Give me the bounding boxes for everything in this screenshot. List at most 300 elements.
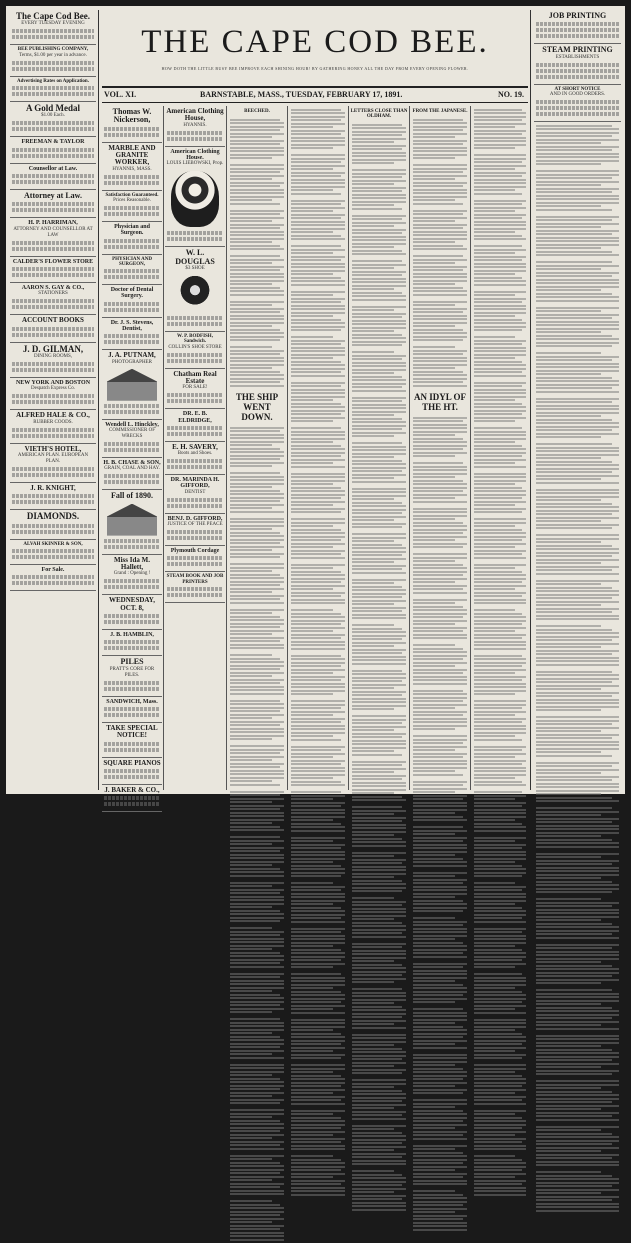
text-line [230,1155,284,1157]
text-line [291,147,333,149]
text-line [291,826,345,828]
text-line [536,300,619,302]
text-line [474,371,522,373]
text-line [413,798,463,800]
text-line [536,779,612,781]
text-line [230,542,280,544]
text-line [291,644,345,646]
text-line [230,931,284,933]
article-paragraph [228,515,286,561]
article-paragraph [289,1153,347,1199]
ad-subheading: DENTIST [166,490,224,496]
text-line [413,956,467,958]
text-line [413,781,467,783]
ad-subheading: AND IN GOOD ORDERS. [535,92,620,98]
text-line [536,478,601,480]
text-line [536,226,601,228]
article-paragraph [350,212,408,258]
text-line [536,636,619,638]
text-line [291,1082,345,1084]
column-rule [226,106,227,790]
text-line [474,119,522,121]
text-line [536,506,619,508]
text-line [413,259,467,261]
ad-fine-print [167,393,223,397]
text-line [474,291,526,293]
ad-fine-print [536,22,619,26]
text-line [291,361,341,363]
text-line [291,711,345,713]
text-line [474,830,526,832]
text-line [291,221,345,223]
text-line [230,465,272,467]
text-line [352,708,394,710]
text-line [536,1133,612,1135]
text-line [291,886,345,888]
ad-fine-print [12,148,94,152]
text-line [291,1047,345,1049]
article-paragraph [289,379,347,425]
text-line [291,382,345,384]
text-line [291,182,345,184]
article-paragraph [228,652,286,698]
text-line [230,591,272,593]
text-line [474,466,526,468]
text-line [536,436,601,438]
text-line [474,1180,526,1182]
text-line [352,568,402,570]
text-line [536,839,612,841]
text-line [536,615,619,617]
advertisement [10,77,96,102]
advertisement [10,378,96,410]
text-line [536,783,619,785]
text-line [352,680,402,682]
text-line [352,477,394,479]
text-line [230,672,284,674]
text-line [536,1105,619,1107]
text-line [413,336,467,338]
text-line [536,282,619,284]
text-line [474,354,526,356]
text-line [230,623,284,625]
text-line [413,466,467,468]
text-line [352,222,406,224]
text-line [413,480,463,482]
text-line [474,844,526,846]
text-line [536,797,612,799]
ad-fine-print [167,137,223,141]
text-line [536,1091,612,1093]
text-line [230,1085,284,1087]
text-line [474,238,526,240]
article-paragraph [534,213,621,259]
text-line [413,476,455,478]
text-line [291,343,341,345]
text-line [230,668,280,670]
text-line [230,941,284,943]
text-line [413,1201,467,1203]
text-line [230,973,284,975]
text-line [413,487,467,489]
text-line [474,1036,526,1038]
text-line [536,898,601,900]
ad-fine-print [536,106,619,110]
text-line [413,438,463,440]
text-line [474,322,526,324]
text-line [230,945,284,947]
text-line [413,203,463,205]
text-line [536,1003,601,1005]
article-paragraph [228,879,286,925]
text-line [291,438,345,440]
text-line [536,1119,619,1121]
text-line [413,553,467,555]
text-line [413,1036,463,1038]
advertisement [165,409,225,442]
text-line [474,917,522,919]
text-line [230,315,284,317]
text-line [230,805,284,807]
text-line [474,1043,522,1045]
text-line [474,1099,522,1101]
ad-fine-print [104,275,160,279]
text-line [352,610,402,612]
text-line [413,588,463,590]
article-paragraph [289,470,347,516]
text-line [352,299,406,301]
article-paragraph [534,532,621,578]
ad-fine-print [104,448,160,452]
ad-fine-print [167,359,223,363]
text-line [413,525,467,527]
text-line [230,847,284,849]
text-line [352,771,394,773]
text-line [291,1176,333,1178]
text-line [352,1163,406,1165]
text-line [474,1159,522,1161]
article-paragraph [350,394,408,440]
text-line [230,234,284,236]
ad-heading: Fall of 1890. [103,492,161,500]
text-line [536,314,619,316]
text-line [536,310,601,312]
ad-fine-print [104,302,160,306]
text-line [352,607,406,609]
text-line [352,481,406,483]
text-line [536,548,619,550]
text-line [536,510,619,512]
newspaper-page [6,6,625,794]
text-line [413,623,455,625]
text-line [536,244,619,246]
text-line [291,340,345,342]
ad-heading: WEDNESDAY, OCT. 8, [103,597,161,612]
ad-fine-print [167,562,223,566]
text-line [474,189,515,191]
text-line [474,763,522,765]
text-line [352,169,406,171]
text-line [230,644,284,646]
text-line [352,600,406,602]
text-line [291,459,345,461]
text-line [352,148,402,150]
text-line [230,612,272,614]
text-line [291,420,333,422]
advertisement [10,10,96,45]
text-line [474,1110,526,1112]
text-line [230,147,284,149]
text-line [352,467,406,469]
text-line [230,318,284,320]
text-line [230,777,284,779]
text-line [536,415,601,417]
text-line [413,308,467,310]
text-line [230,626,280,628]
text-line [291,896,345,898]
text-line [536,944,619,946]
text-line [474,1162,526,1164]
text-line [536,293,612,295]
text-line [291,595,341,597]
text-line [352,187,406,189]
text-line [291,602,345,604]
text-line [413,816,463,818]
text-line [474,1085,522,1087]
text-line [536,338,619,340]
text-line [352,460,402,462]
text-line [474,434,526,436]
ad-heading: Plymouth Cordage [166,548,224,554]
text-line [230,1144,280,1146]
text-line [474,518,526,520]
text-line [536,317,612,319]
text-line [230,238,284,240]
text-line [352,1037,406,1039]
text-line [413,147,467,149]
text-line [230,490,280,492]
ad-fine-print [104,206,160,210]
text-line [413,1145,467,1147]
text-line [413,973,467,975]
text-line [474,308,526,310]
article-paragraph [411,253,469,299]
text-line [352,218,402,220]
text-line [291,851,345,853]
text-line [536,1094,619,1096]
text-line [230,444,272,446]
advertisement [102,222,162,255]
text-line [536,1182,619,1184]
text-line [474,455,522,457]
text-line [291,718,345,720]
text-line [474,130,526,132]
text-line [413,1001,455,1003]
ad-heading: W. L. DOUGLAS [166,249,224,266]
text-line [413,339,463,341]
ad-fine-print [536,34,619,38]
text-line [230,308,284,310]
advertisement [10,444,96,483]
text-line [536,727,619,729]
text-line [536,1175,612,1177]
text-line [352,1177,406,1179]
text-line [413,945,467,947]
ad-fine-print [104,681,160,685]
text-line [413,168,467,170]
house-illustration [107,369,157,401]
text-line [413,735,467,737]
text-line [352,729,394,731]
text-line [536,888,619,890]
text-line [352,1128,394,1130]
text-line [536,398,619,400]
text-line [474,851,526,853]
text-line [230,1057,284,1059]
text-line [352,694,402,696]
text-line [352,1069,406,1071]
text-line [413,578,467,580]
text-line [413,571,467,573]
text-line [413,907,467,909]
text-line [291,609,333,611]
text-line [230,980,284,982]
text-line [230,647,284,649]
ad-fine-print [104,585,160,589]
text-line [291,795,345,797]
text-line [536,468,619,470]
text-line [474,994,526,996]
ad-subheading: Prices Reasonable. [103,198,161,204]
advertisement [10,190,96,218]
text-line [474,343,522,345]
text-line [413,1019,467,1021]
text-line [291,1054,345,1056]
text-line [474,749,522,751]
text-line [352,1009,406,1011]
text-line [413,536,467,538]
text-line [413,287,463,289]
ad-fine-print [104,269,160,273]
text-line [413,802,467,804]
article-paragraph [289,1016,347,1062]
text-line [291,273,333,275]
text-line [413,196,467,198]
text-line [291,875,341,877]
text-line [291,392,345,394]
text-line [352,1086,394,1088]
text-line [291,956,345,958]
article-paragraph [350,1077,408,1123]
text-line [413,599,467,601]
article-paragraph [534,395,621,441]
text-line [352,1149,394,1151]
text-line [291,823,341,825]
text-line [291,571,341,573]
text-line [474,280,526,282]
text-line [291,910,345,912]
ad-fine-print [104,802,160,806]
text-line [352,572,406,574]
text-line [291,270,345,272]
text-line [413,522,463,524]
text-line [536,961,601,963]
text-line [230,794,280,796]
ad-fine-print [104,646,160,650]
text-line [352,204,394,206]
text-line [291,231,333,233]
text-line [352,754,402,756]
text-line [474,903,515,905]
text-line [536,219,612,221]
text-line [291,319,341,321]
text-line [352,1132,402,1134]
text-line [291,539,341,541]
text-line [230,920,280,922]
text-line [536,611,612,613]
text-line [352,421,406,423]
text-line [413,980,455,982]
text-line [474,767,526,769]
ad-fine-print [167,316,223,320]
text-line [230,1190,284,1192]
text-line [413,210,467,212]
text-line [352,232,402,234]
article-paragraph [472,243,528,289]
text-line [536,818,619,820]
text-line [352,561,394,563]
text-line [352,684,406,686]
text-line [352,880,402,882]
ad-fine-print [12,581,94,585]
article-paragraph [289,243,347,289]
ad-heading: American Clothing House. [166,149,224,162]
text-line [291,256,345,258]
text-line [536,419,612,421]
text-line [474,1029,515,1031]
text-line [413,1110,463,1112]
text-line [474,854,526,856]
text-line [291,1057,341,1059]
text-line [413,543,467,545]
text-line [230,1092,284,1094]
ad-fine-print [536,69,619,73]
text-line [474,144,526,146]
article-paragraph [228,1107,286,1153]
text-line [536,401,612,403]
text-line [536,499,601,501]
text-line [474,165,526,167]
text-line [352,155,406,157]
text-line [352,995,406,997]
text-line [352,225,394,227]
text-line [474,809,526,811]
text-line [536,552,619,554]
text-line [413,830,467,832]
ad-fine-print [104,308,160,312]
text-line [536,1171,601,1173]
text-line [413,620,467,622]
text-line [291,455,341,457]
text-line [536,821,612,823]
ad-heading: DR. MARINDA H. GIFFORD, [166,477,224,490]
text-line [291,1124,345,1126]
text-line [230,1074,272,1076]
text-line [352,337,406,339]
advertisement [10,483,96,510]
text-line [230,1081,284,1083]
text-line [413,1127,455,1129]
